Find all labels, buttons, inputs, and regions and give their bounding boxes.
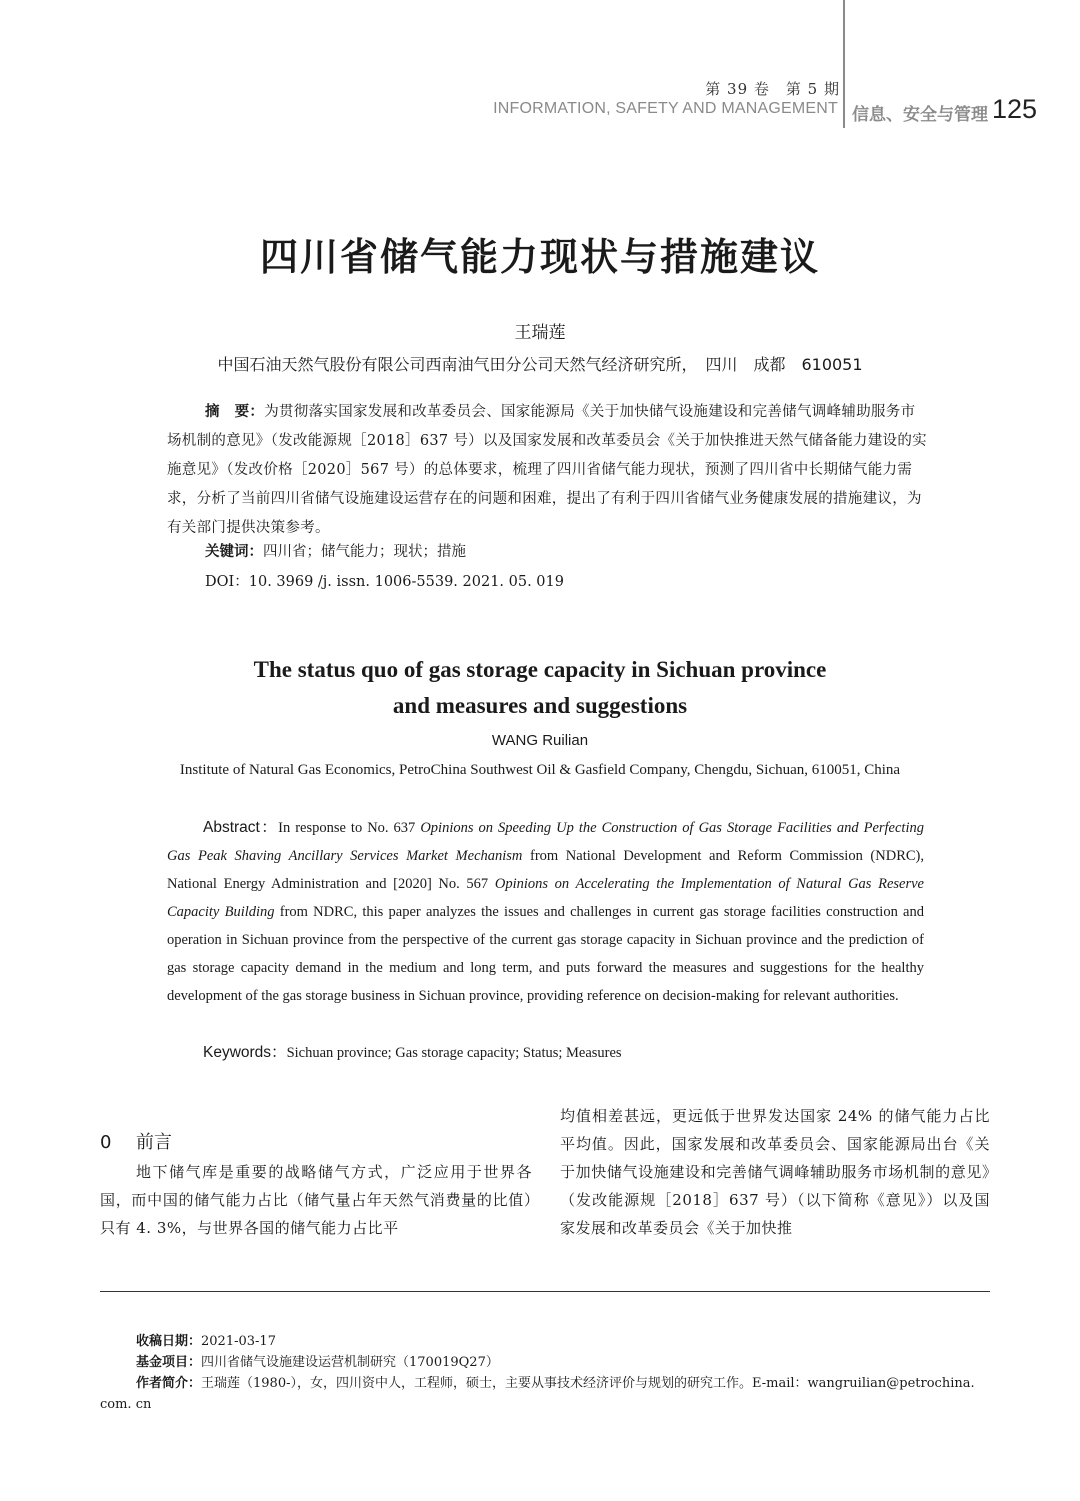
footnote-divider <box>100 1291 990 1292</box>
abstract-en-cited-title-1: Opinions on Speeding Up the Construction of Gas Storage Facilities and Perfecting Gas Peak Shaving Ancillary Services Market Mechanism <box>167 820 924 864</box>
section-number: 0 <box>100 1132 112 1153</box>
bio-label: 作者简介： <box>136 1376 202 1391</box>
abstract-en-cited-title-2: Opinions on Accelerating the Implementation of Natural Gas Reserve Capacity Building <box>167 876 924 920</box>
abstract-en-label: Abstract： <box>203 819 279 836</box>
abstract-en-part1: In response to No. 637 <box>278 820 421 836</box>
paper-title-en <box>0 652 1080 724</box>
keywords-en <box>203 1040 622 1062</box>
abstract-en-part2: from National Development and Reform Commission (NDRC), National Energy Administration and [2020] No. 567 <box>167 848 924 892</box>
keywords-en-text: Sichuan province; Gas storage capacity; Status; Measures <box>286 1045 622 1061</box>
bio-text: 王瑞莲（1980-），女，四川资中人，工程师，硕士，主要从事技术经济评价与规划的研究工作。E-mail：wangruilian@petrochina. com. cn <box>100 1376 975 1412</box>
author-cn: 王瑞莲 <box>514 323 566 343</box>
footnote-fund <box>136 1352 499 1373</box>
section-title: 前言 <box>136 1132 172 1153</box>
paper-title-en-line1: The status quo of gas storage capacity in Sichuan province <box>253 657 827 682</box>
keywords-en-label: Keywords： <box>203 1044 287 1061</box>
body-column-left: 地下储气库是重要的战略储气方式，广泛应用于世界各国，而中国的储气能力占比（储气量占年天然气消费量的比值）只有 4. 3%，与世界各国的储气能力占比平 <box>100 1163 532 1237</box>
footnote-received <box>136 1331 276 1352</box>
journal-name-cn: 信息、安全与管理 <box>852 105 988 125</box>
section-heading <box>100 1128 172 1154</box>
keywords-cn-text: 四川省；储气能力；现状；措施 <box>263 544 466 560</box>
page-number: 125 <box>992 94 1038 124</box>
keywords-cn <box>205 540 466 561</box>
abstract-cn-text: 为贯彻落实国家发展和改革委员会、国家能源局《关于加快储气设施建设和完善储气调峰辅助服务市场机制的意见》（发改能源规［2018］637 号）以及国家发展和改革委员会《关于加快推进天然气储备能力建设的实施意见》（发改价格［2020］567 号）的总体要求，梳理了四川省储气能力现状，预测了四川省中长期储气能力需求，分析了当前四川省储气设施建设运营存在的问题和困难，提出了有利于四川省储气业务健康发展的措施建议，为有关部门提供决策参考。 <box>167 404 927 536</box>
fund-label: 基金项目： <box>136 1355 202 1370</box>
paper-title-en-line2: and measures and suggestions <box>392 693 688 718</box>
issue-info: 第 39 卷 第 5 期 <box>705 80 840 98</box>
journal-name-en: INFORMATION, SAFETY AND MANAGEMENT <box>493 100 838 117</box>
fund-text: 四川省储气设施建设运营机制研究（170019Q27） <box>201 1355 499 1370</box>
abstract-en <box>167 814 924 1010</box>
author-en: WANG Ruilian <box>491 732 589 749</box>
doi: DOI：10. 3969 /j. issn. 1006-5539. 2021. 05. 019 <box>205 574 564 590</box>
footnote-author-bio <box>100 1373 988 1415</box>
received-label: 收稿日期： <box>136 1334 202 1349</box>
affiliation-en: Institute of Natural Gas Economics, PetroChina Southwest Oil & Gasfield Company, Chengdu, Sichuan, 610051, China <box>179 762 901 778</box>
keywords-cn-label: 关键词： <box>205 544 263 560</box>
abstract-en-part3: from NDRC, this paper analyzes the issues and challenges in current gas storage facilities construction and operation in Sichuan province from the perspective of the current gas storage capacity in Sichuan province and the prediction of gas storage capacity demand in the medium and long term, and puts forward the measures and suggestions for the healthy development of the gas storage business in Sichuan province, providing reference on decision-making for relevant authorities. <box>167 904 924 1004</box>
received-date: 2021-03-17 <box>201 1334 276 1349</box>
body-column-right: 均值相差甚远，更远低于世界发达国家 24% 的储气能力占比平均值。因此，国家发展和改革委员会、国家能源局出台《关于加快储气设施建设和完善储气调峰辅助服务市场机制的意见》（发改能源规［2018］637 号）（以下简称《意见》）以及国家发展和改革委员会《关于加快推 <box>560 1107 990 1237</box>
header-divider <box>843 0 845 128</box>
abstract-cn-label: 摘 要： <box>205 404 265 420</box>
abstract-cn <box>167 398 927 543</box>
affiliation-cn: 中国石油天然气股份有限公司西南油气田分公司天然气经济研究所， 四川 成都 610051 <box>217 355 863 374</box>
paper-title-cn: 四川省储气能力现状与措施建议 <box>259 234 820 279</box>
